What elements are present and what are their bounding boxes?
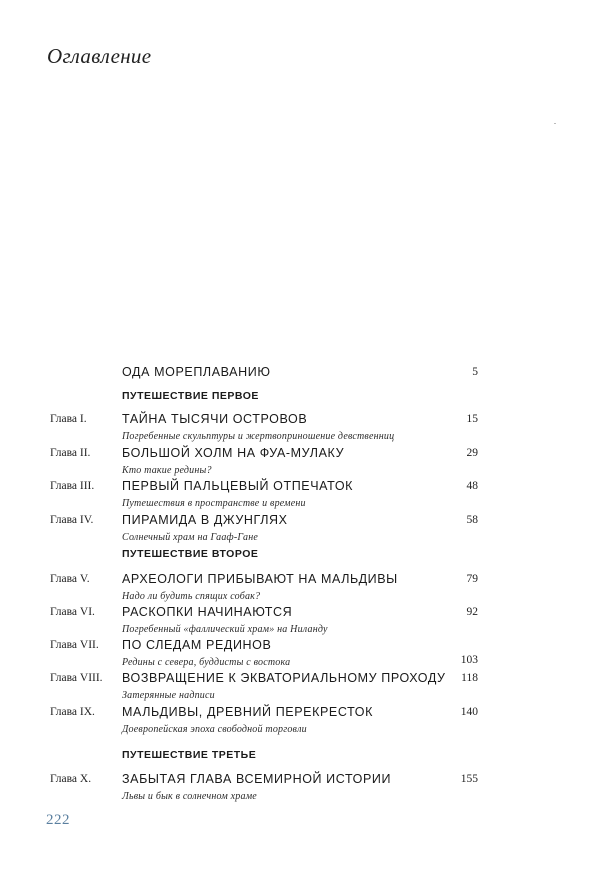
chapter-title: МАЛЬДИВЫ, ДРЕВНИЙ ПЕРЕКРЕСТОК xyxy=(122,705,373,719)
chapter-page: 103 xyxy=(460,654,478,666)
chapter-title: АРХЕОЛОГИ ПРИБЫВАЮТ НА МАЛЬДИВЫ xyxy=(122,572,398,586)
chapter-number: Глава VI. xyxy=(50,606,95,618)
page-title: Оглавление xyxy=(47,44,152,68)
chapter-subtitle: Затерянные надписи xyxy=(122,690,215,701)
chapter-subtitle: Погребенные скульптуры и жертвоприношение девственниц xyxy=(122,431,395,442)
chapter-title: РАСКОПКИ НАЧИНАЮТСЯ xyxy=(122,605,293,619)
chapter-page: 15 xyxy=(466,413,478,425)
chapter-number: Глава VIII. xyxy=(50,672,103,684)
chapter-subtitle: Кто такие редины? xyxy=(122,465,212,476)
chapter-page: 58 xyxy=(466,514,478,526)
chapter-page: 48 xyxy=(466,480,478,492)
ode-title: ОДА МОРЕПЛАВАНИЮ xyxy=(122,365,271,379)
chapter-title: ВОЗВРАЩЕНИЕ К ЭКВАТОРИАЛЬНОМУ ПРОХОДУ xyxy=(122,671,446,685)
chapter-title: ПО СЛЕДАМ РЕДИНОВ xyxy=(122,638,272,652)
chapter-page: 155 xyxy=(460,773,478,785)
chapter-page: 92 xyxy=(466,606,478,618)
chapter-page: 118 xyxy=(461,672,478,684)
chapter-subtitle: Редины с севера, буддисты с востока xyxy=(122,657,291,668)
chapter-subtitle: Солнечный храм на Гааф-Гане xyxy=(122,532,259,543)
chapter-page: 29 xyxy=(466,447,478,459)
chapter-page: 79 xyxy=(466,573,478,585)
chapter-number: Глава X. xyxy=(50,773,92,785)
chapter-title: ПЕРВЫЙ ПАЛЬЦЕВЫЙ ОТПЕЧАТОК xyxy=(122,479,354,493)
ode-page: 5 xyxy=(472,366,478,378)
page-number: 222 xyxy=(46,812,70,828)
chapter-number: Глава VII. xyxy=(50,639,99,651)
chapter-number: Глава II. xyxy=(50,447,91,459)
chapter-number: Глава IV. xyxy=(50,514,94,526)
chapter-title: ЗАБЫТАЯ ГЛАВА ВСЕМИРНОЙ ИСТОРИИ xyxy=(122,772,392,786)
section-heading-1: ПУТЕШЕСТВИЕ ПЕРВОЕ xyxy=(122,390,259,402)
chapter-subtitle: Доевропейская эпоха свободной торговли xyxy=(122,724,307,735)
chapter-title: БОЛЬШОЙ ХОЛМ НА ФУА-МУЛАКУ xyxy=(122,446,345,460)
chapter-subtitle: Путешествия в пространстве и времени xyxy=(122,498,306,509)
chapter-number: Глава V. xyxy=(50,573,90,585)
section-heading-3: ПУТЕШЕСТВИЕ ТРЕТЬЕ xyxy=(122,749,257,761)
chapter-number: Глава III. xyxy=(50,480,95,492)
chapter-subtitle: Львы и бык в солнечном храме xyxy=(122,791,257,802)
chapter-subtitle: Погребенный «фаллический храм» на Ниланду xyxy=(122,624,328,635)
chapter-number: Глава I. xyxy=(50,413,87,425)
chapter-title: ТАЙНА ТЫСЯЧИ ОСТРОВОВ xyxy=(122,412,308,426)
chapter-number: Глава IX. xyxy=(50,706,95,718)
chapter-title: ПИРАМИДА В ДЖУНГЛЯХ xyxy=(122,513,288,527)
section-heading-2: ПУТЕШЕСТВИЕ ВТОРОЕ xyxy=(122,548,259,560)
chapter-page: 140 xyxy=(460,706,478,718)
chapter-subtitle: Надо ли будить спящих собак? xyxy=(122,591,261,602)
